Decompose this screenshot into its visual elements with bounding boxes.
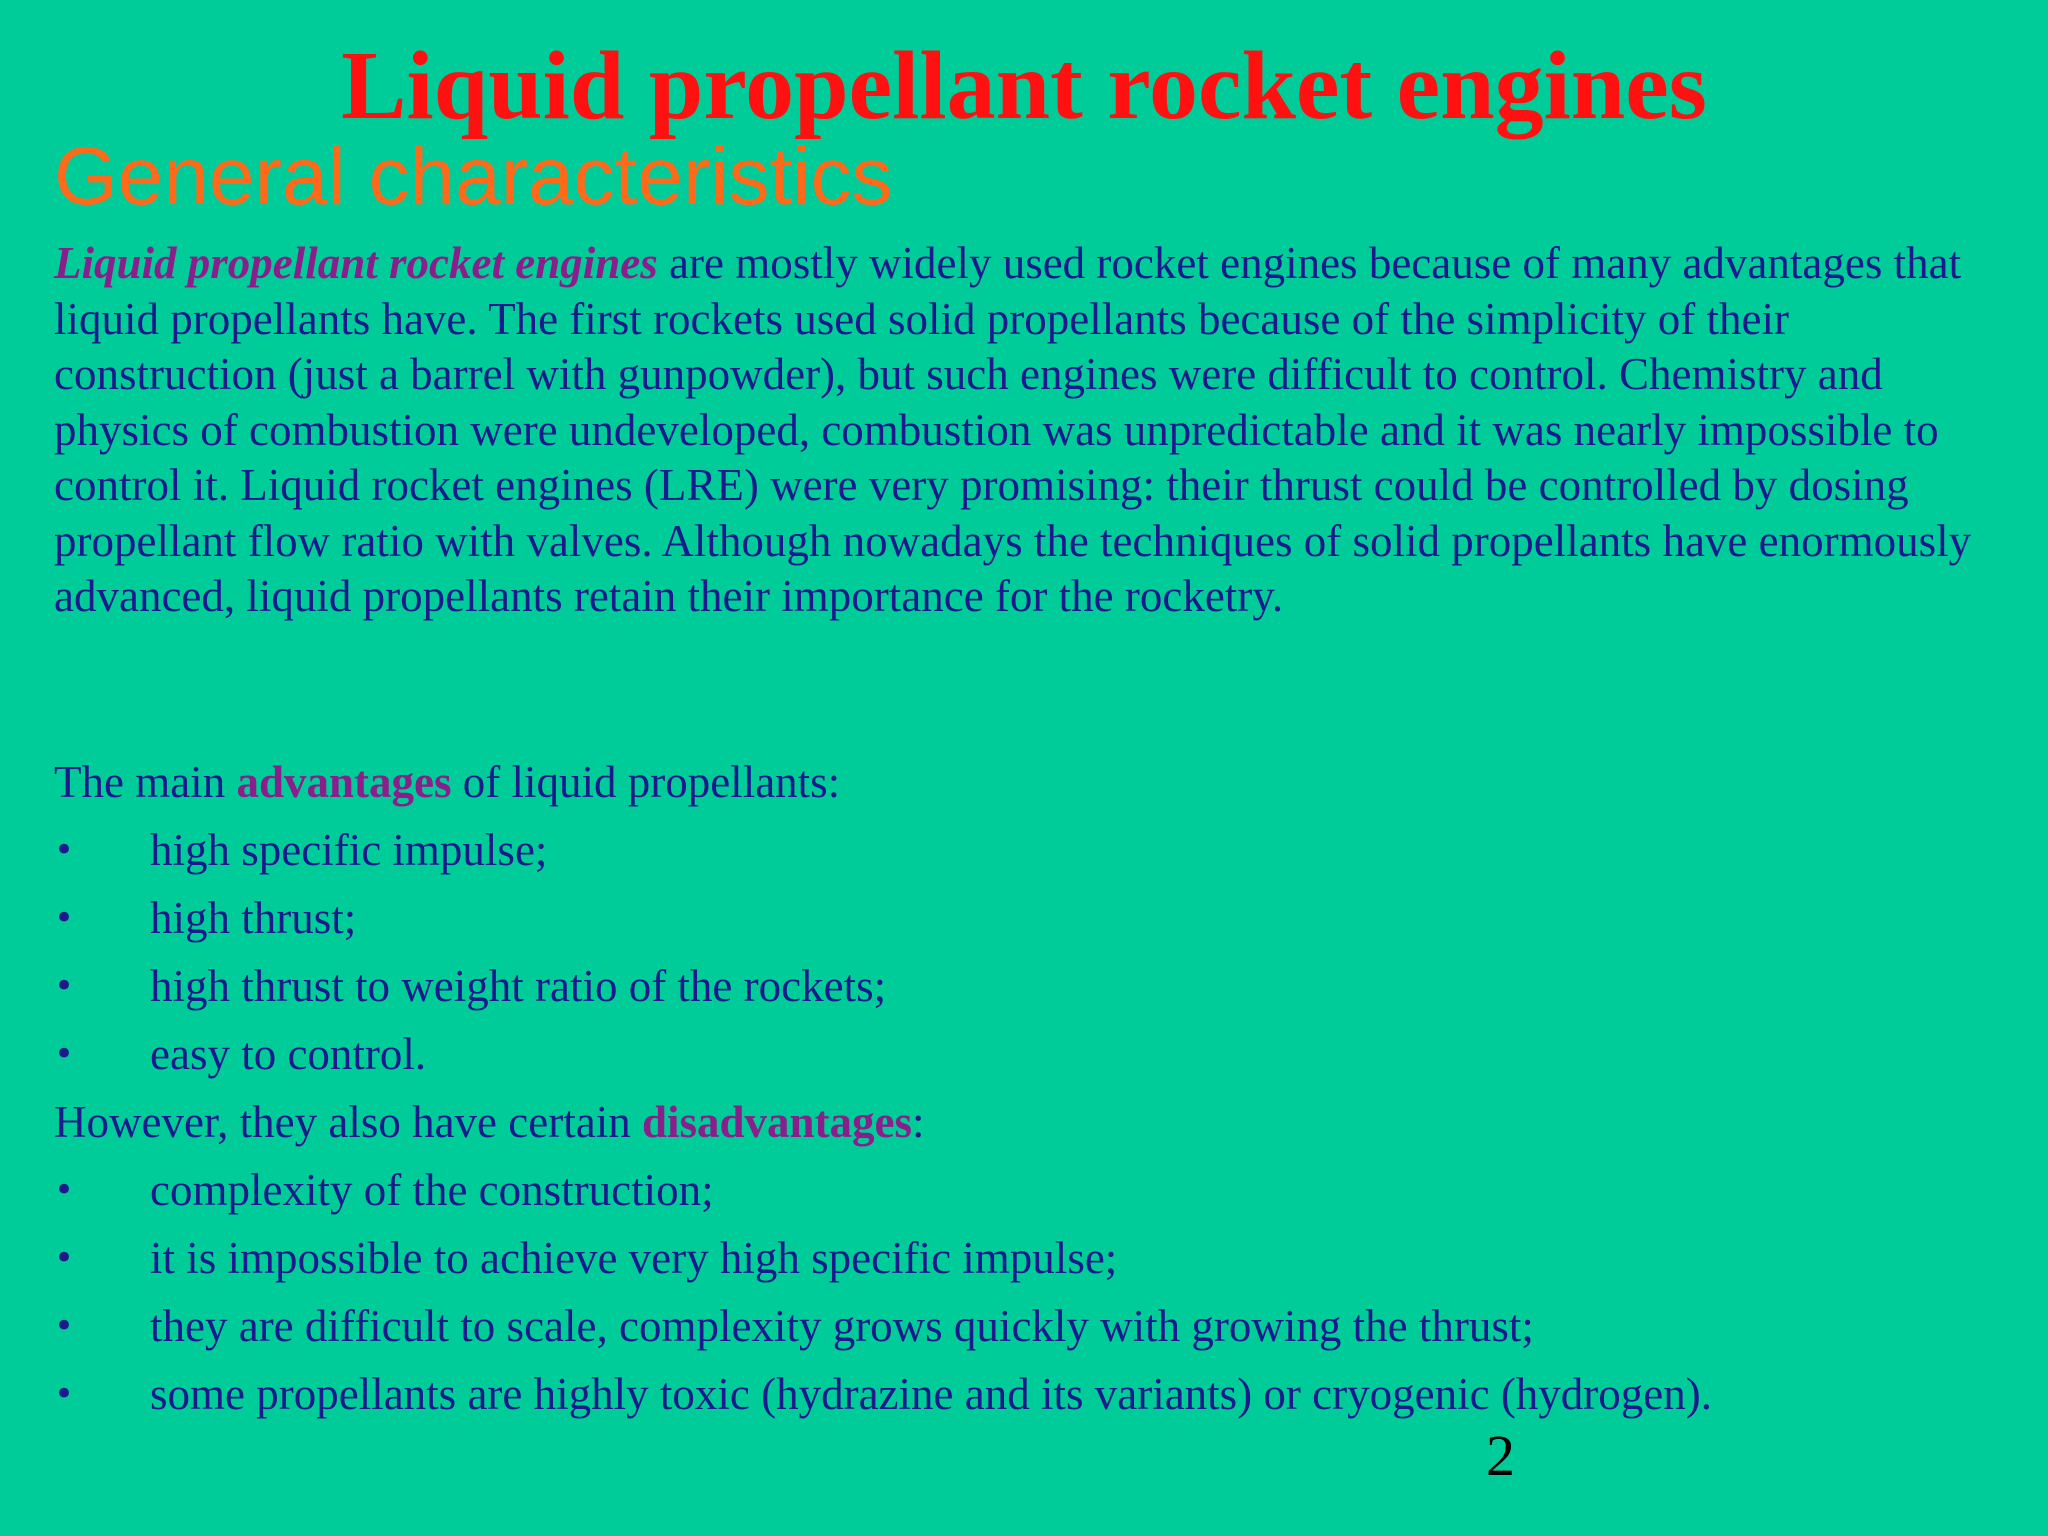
disadvantage-text: complexity of the construction; (150, 1165, 714, 1215)
advantages-keyword: advantages (236, 757, 452, 807)
bullet-icon: • (54, 830, 75, 870)
disadvantages-keyword: disadvantages (641, 1097, 913, 1147)
bullet-icon: • (54, 1034, 75, 1074)
intro-lead-term: Liquid propellant rocket engines (54, 238, 658, 288)
disadvantage-text: they are difficult to scale, complexity grows quickly with growing the thrust; (150, 1301, 1534, 1351)
bullet-icon: • (54, 1170, 75, 1210)
intro-body-text: are mostly widely used rocket engines because of many advantages that liquid propellants have. The first rockets used solid propellants because of the simplicity of their construction (just a barrel with gunpowder), but such engines were difficult to control. Chemistry and physics of combustion were undeveloped, combustion was unpredictable and it was nearly impossible to control it. Liquid rocket engines (LRE) were very promising: their thrust could be controlled by dosing propellant flow ratio with valves. Although nowadays the techniques of solid propellants have enormously advanced, liquid propellants retain their importance for the rocketry. (54, 238, 1972, 621)
advantages-heading-pre: The main (54, 757, 237, 807)
advantage-text: easy to control. (150, 1029, 427, 1079)
disadvantages-heading-pre: However, they also have certain (54, 1097, 642, 1147)
slide-title: Liquid propellant rocket engines (341, 32, 1707, 140)
advantages-heading-post: of liquid propellants: (451, 757, 841, 807)
advantages-heading (54, 755, 840, 810)
page-number: 2 (1486, 1423, 1515, 1488)
disadvantages-heading (54, 1095, 925, 1150)
bullet-icon: • (54, 1374, 75, 1414)
slide-subtitle: General characteristics (54, 131, 893, 222)
bullet-icon: • (54, 1238, 75, 1278)
bullet-icon: • (54, 1306, 75, 1346)
disadvantage-text: some propellants are highly toxic (hydrazine and its variants) or cryogenic (hydrogen). (150, 1369, 1712, 1419)
advantage-text: high specific impulse; (150, 825, 548, 875)
disadvantages-heading-post: : (912, 1097, 925, 1147)
intro-paragraph (54, 236, 2014, 625)
bullet-icon: • (54, 966, 75, 1006)
bullet-icon: • (54, 898, 75, 938)
advantage-text: high thrust; (150, 893, 357, 943)
disadvantage-text: it is impossible to achieve very high specific impulse; (150, 1233, 1118, 1283)
advantage-text: high thrust to weight ratio of the rockets; (150, 961, 887, 1011)
